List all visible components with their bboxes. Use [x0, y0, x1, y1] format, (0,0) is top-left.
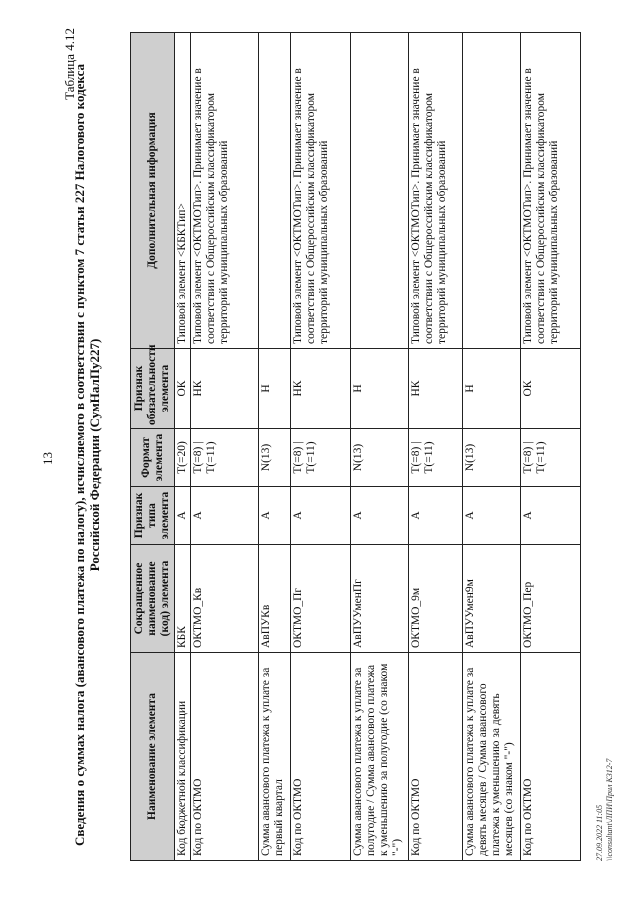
cell-required: ОК	[175, 349, 191, 429]
header-element-required: Признак обязательности элемента	[131, 349, 175, 429]
cell-type: А	[351, 487, 409, 545]
cell-name: Код по ОКТМО	[291, 653, 351, 861]
cell-code: ОКТМО_Пг	[291, 545, 351, 653]
elements-table	[130, 32, 581, 861]
cell-code: АвПУКв	[259, 545, 291, 653]
header-element-format: Формат элемента	[131, 429, 175, 487]
cell-required: НК	[291, 349, 351, 429]
table-row	[191, 33, 259, 861]
cell-info: Типовой элемент <ОКТМОТип>. Принимает значение в соответствии с Общероссийским классификатором территорий муниципальных образований	[521, 33, 581, 349]
cell-type: А	[521, 487, 581, 545]
table-row	[351, 33, 409, 861]
cell-type: А	[409, 487, 463, 545]
cell-info	[259, 33, 291, 349]
page-number: 13	[40, 452, 55, 465]
cell-name: Сумма авансового платежа к уплате за первый квартал	[259, 653, 291, 861]
cell-format: T(=8) | T(=11)	[409, 429, 463, 487]
cell-required: Н	[259, 349, 291, 429]
cell-info	[351, 33, 409, 349]
cell-format: N(13)	[351, 429, 409, 487]
cell-type: А	[191, 487, 259, 545]
header-additional-info: Дополнительная информация	[131, 33, 175, 349]
cell-name: Код по ОКТМО	[521, 653, 581, 861]
cell-name: Код по ОКТМО	[409, 653, 463, 861]
table-row	[175, 33, 191, 861]
cell-code: КБК	[175, 545, 191, 653]
table-number: Таблица 4.12	[62, 28, 77, 100]
cell-format: N(13)	[259, 429, 291, 487]
table-row	[521, 33, 581, 861]
cell-required: Н	[463, 349, 521, 429]
cell-name: Сумма авансового платежа к уплате за девять месяцев / Сумма авансового платежа к уменьшению за девять месяцев (со знаком "-")	[463, 653, 521, 861]
cell-format: T(=20)	[175, 429, 191, 487]
header-element-name: Наименование элемента	[131, 653, 175, 861]
table-row	[259, 33, 291, 861]
cell-type: А	[463, 487, 521, 545]
table-header-row	[131, 33, 175, 861]
footer-path: \\consultant\ЛПИ\Прил К312-7	[605, 758, 614, 861]
table-row	[291, 33, 351, 861]
cell-format: N(13)	[463, 429, 521, 487]
cell-code: АвПУУмен9м	[463, 545, 521, 653]
cell-required: Н	[351, 349, 409, 429]
cell-format: T(=8) | T(=11)	[291, 429, 351, 487]
table-row	[463, 33, 521, 861]
cell-info	[463, 33, 521, 349]
table-title: Сведения о суммах налога (авансового платежа по налогу), исчисляемого в соответствии с пунктом 7 статьи 227 Налогового кодекса Российской Федерации (СумНалПу227)	[72, 63, 102, 847]
cell-type: А	[259, 487, 291, 545]
cell-format: T(=8) | T(=11)	[521, 429, 581, 487]
cell-required: ОК	[521, 349, 581, 429]
cell-code: ОКТМО_Пер	[521, 545, 581, 653]
cell-name: Код по ОКТМО	[191, 653, 259, 861]
cell-code: ОКТМО_Кв	[191, 545, 259, 653]
header-element-type: Признак типа элемента	[131, 487, 175, 545]
cell-info: Типовой элемент <КБКТип>	[175, 33, 191, 349]
header-element-code: Сокращенное наименование (код) элемента	[131, 545, 175, 653]
cell-required: НК	[409, 349, 463, 429]
cell-name: Сумма авансового платежа к уплате за полугодие / Сумма авансового платежа к уменьшению за полугодие (со знаком "-")	[351, 653, 409, 861]
cell-info: Типовой элемент <ОКТМОТип>. Принимает значение в соответствии с Общероссийским классификатором территорий муниципальных образований	[409, 33, 463, 349]
cell-format: T(=8) | T(=11)	[191, 429, 259, 487]
cell-type: А	[291, 487, 351, 545]
cell-info: Типовой элемент <ОКТМОТип>. Принимает значение в соответствии с Общероссийским классификатором территорий муниципальных образований	[191, 33, 259, 349]
cell-code: ОКТМО_9м	[409, 545, 463, 653]
table-row	[409, 33, 463, 861]
footer-stamp	[595, 759, 615, 861]
cell-name: Код бюджетной классификации	[175, 653, 191, 861]
cell-code: АвПУУменПг	[351, 545, 409, 653]
footer-date: 27.09.2022 11:05	[595, 804, 604, 861]
cell-info: Типовой элемент <ОКТМОТип>. Принимает значение в соответствии с Общероссийским классификатором территорий муниципальных образований	[291, 33, 351, 349]
cell-required: НК	[191, 349, 259, 429]
cell-type: А	[175, 487, 191, 545]
